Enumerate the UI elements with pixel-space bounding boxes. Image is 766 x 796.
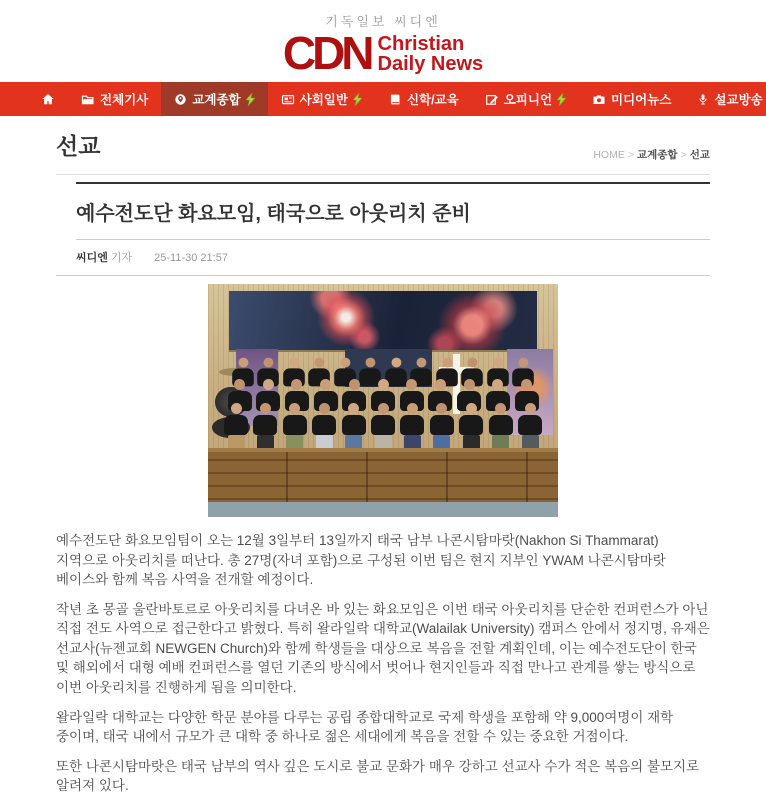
content	[56, 128, 710, 796]
book-icon	[388, 93, 402, 106]
nav-item-label: 설교방송	[714, 93, 763, 107]
byline	[76, 240, 710, 275]
nav-item-church-general[interactable]	[161, 82, 267, 116]
nav-item-all-articles[interactable]	[68, 82, 161, 116]
article-paragraph: 작년 초 몽골 울란바토르로 아웃리치를 다녀온 바 있는 화요모임은 이번 태국 아웃리치를 단순한 컨퍼런스가 아닌 직접 전도 사역으로 접근한다고 밝혔다. 특히 왈라일락 대학교(Walailak University) 캠퍼스 안에서 정지명, 유재은 선교사(뉴젠교회 NEWGEN Church)와 함께 학생들을 대상으로 복음을 전할 계획인데, 이는 예수전도단이 한국 및 해외에서 대형 예배 컨퍼런스를 열던 기존의 방식에서 벗어나 현지인들과 직접 만나고 관계를 쌓는 방식으로 이번 아웃리치를 진행하게 됨을 의미한다.	[56, 601, 710, 695]
section-head	[56, 128, 710, 175]
breadcrumb-current[interactable]: 선교	[689, 149, 710, 161]
nav-item-society[interactable]	[268, 82, 375, 116]
logo-line1: Christian	[377, 32, 465, 55]
photo-wooden-steps	[208, 448, 558, 502]
reporter-role: 기자	[110, 252, 133, 264]
breadcrumb-home[interactable]: HOME	[593, 149, 625, 161]
breadcrumb-category[interactable]: 교계종합	[636, 149, 678, 161]
nav-item-label: 미디어뉴스	[611, 93, 672, 107]
nav-item-label: 교계종합	[192, 93, 241, 107]
breadcrumb	[593, 147, 710, 162]
folder-icon	[81, 93, 95, 106]
article-body	[56, 531, 710, 796]
article-paragraph: 또한 나콘시탐마랏은 태국 남부의 역사 깊은 도시로 불교 문화가 매우 강하고 선교사 수가 적은 복음의 불모지로 알려져 있다.	[56, 758, 700, 794]
breadcrumb-separator: >	[627, 149, 634, 161]
newspaper-icon	[281, 93, 295, 106]
logo-line2: Daily News	[377, 52, 484, 75]
article-title: 예수전도단 화요모임, 태국으로 아웃리치 준비	[76, 197, 710, 240]
nav-item-label: 신학/교육	[406, 93, 459, 107]
hot-bolt-icon	[557, 93, 566, 106]
hot-bolt-icon	[246, 93, 255, 106]
site-header	[0, 0, 766, 82]
breadcrumb-separator: >	[680, 149, 687, 161]
nav-item-opinion[interactable]	[472, 82, 579, 116]
nav-item-label: 오피니언	[503, 93, 553, 107]
photo-floor	[208, 502, 558, 517]
article-photo	[208, 284, 558, 517]
globe-icon	[174, 93, 187, 106]
article-datetime: 25-11-30 21:57	[154, 252, 228, 264]
reporter-name[interactable]: 씨디엔	[76, 252, 108, 264]
nav-item-label: 전체기사	[100, 93, 149, 107]
main-nav	[0, 82, 766, 116]
nav-item-home[interactable]	[28, 82, 68, 116]
nav-item-label: 사회일반	[299, 93, 348, 107]
camera-icon	[592, 93, 606, 106]
nav-item-sermon-broadcast[interactable]	[684, 82, 766, 116]
home-icon	[41, 93, 55, 106]
mic-icon	[697, 93, 709, 106]
article-head	[56, 182, 710, 276]
article-paragraph: 예수전도단 화요모임팀이 오는 12월 3일부터 13일까지 태국 남부 나콘시탐마랏(Nakhon Si Thammarat) 지역으로 아웃리치를 떠난다. 총 27명(자녀 포함)으로 구성된 이번 팀은 현지 지부인 YWAM 나콘시탐마랏 베이스와 함께 복음 사역을 전개할 예정이다.	[56, 533, 666, 588]
site-logo[interactable]	[282, 27, 484, 79]
edit-icon	[485, 93, 499, 106]
logo-words	[378, 34, 484, 74]
section-title: 선교	[56, 133, 101, 159]
nav-item-media-news[interactable]	[579, 82, 684, 116]
hot-bolt-icon	[353, 93, 362, 106]
article-paragraph: 왈라일락 대학교는 다양한 학문 분야를 다루는 공립 종합대학교로 국제 학생을 포함해 약 9,000여명이 재학 중이며, 태국 내에서 규모가 큰 대학 중 하나로 젊은 세대에게 복음을 전할 수 있는 중요한 거점이다.	[56, 709, 674, 745]
site-tagline: 기독일보 씨디엔	[325, 14, 441, 29]
nav-item-theology-education[interactable]	[375, 82, 472, 116]
logo-abbr: CDN	[282, 27, 371, 79]
